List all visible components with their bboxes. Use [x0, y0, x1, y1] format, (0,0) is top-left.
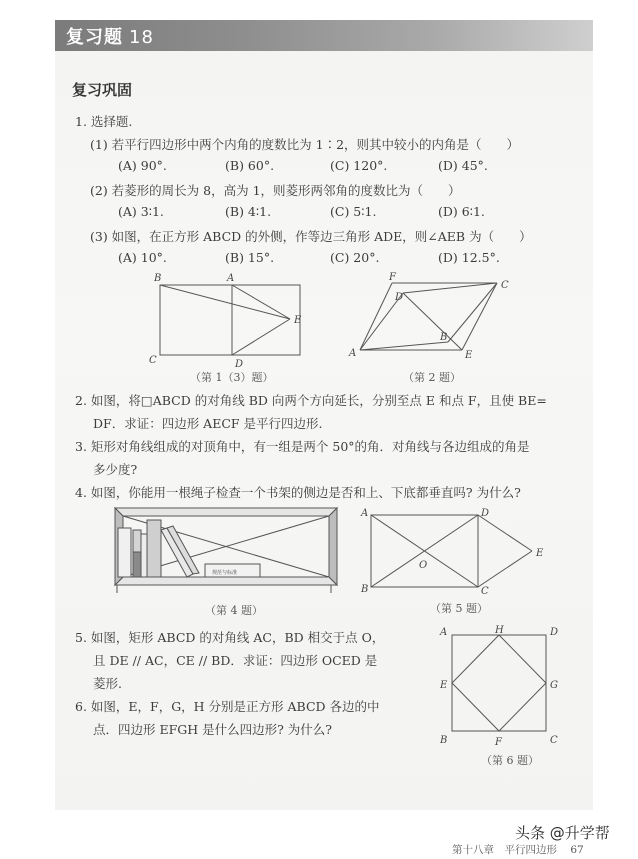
q1-sub2-option-b: (B) 4∶1. — [225, 204, 272, 219]
section-title: 复习巩固 — [72, 81, 133, 99]
figure-4-bookshelf — [115, 508, 340, 598]
svg-text:D: D — [235, 359, 244, 370]
svg-text:E: E — [465, 350, 473, 361]
q1-sub2-text: (2) 若菱形的周长为 8，高为 1，则菱形两邻角的度数比为（ ） — [90, 183, 461, 198]
q2-line2: DF．求证：四边形 AECF 是平行四边形. — [93, 416, 323, 431]
figure-2-parallelogram — [349, 272, 515, 361]
svg-text:C: C — [149, 355, 157, 366]
svg-text:F: F — [389, 272, 396, 283]
figure-6-square-midpoints — [440, 625, 570, 750]
svg-text:B: B — [440, 735, 448, 746]
figure-5-caption: （第 5 题） — [430, 602, 488, 615]
svg-text:D: D — [481, 508, 490, 519]
page-title — [66, 23, 154, 49]
q1-sub2-option-c: (C) 5∶1. — [330, 204, 377, 219]
figure-5-rectangle-rhombus — [360, 510, 560, 595]
q1-sub3-option-b: (B) 15°. — [225, 250, 275, 265]
q6-line1: 6. 如图，E，F，G，H 分别是正方形 ABCD 各边的中 — [75, 699, 380, 714]
svg-text:G: G — [550, 680, 558, 691]
svg-text:A: A — [440, 627, 448, 638]
svg-text:F: F — [495, 737, 502, 748]
figure-1-3-square-triangle — [140, 275, 320, 375]
svg-text:A: A — [361, 508, 369, 519]
svg-text:A: A — [349, 348, 357, 359]
header-title-text: 复习题 — [66, 27, 123, 48]
svg-text:H: H — [495, 625, 504, 636]
figure-1-3-caption: （第 1（3）题） — [190, 371, 274, 384]
figure-2-caption: （第 2 题） — [403, 371, 461, 384]
header-number: 18 — [129, 27, 154, 48]
q6-line2: 点．四边形 EFGH 是什么四边形? 为什么? — [93, 722, 333, 737]
q1-sub1-option-c: (C) 120°. — [330, 158, 388, 173]
svg-text:C: C — [550, 735, 558, 746]
page-number: 67 — [570, 844, 584, 856]
svg-text:B: B — [440, 332, 448, 343]
svg-text:规范与标准: 规范与标准 — [212, 570, 238, 576]
svg-text:B: B — [361, 584, 369, 595]
svg-text:C: C — [481, 586, 489, 597]
svg-text:O: O — [419, 560, 428, 571]
q1-sub2-option-a: (A) 3∶1. — [118, 204, 164, 219]
svg-text:C: C — [501, 280, 509, 291]
q1-stem: 1. 选择题. — [75, 114, 133, 129]
q5-line1: 5. 如图，矩形 ABCD 的对角线 AC，BD 相交于点 O， — [75, 630, 385, 645]
q3-line1: 3. 矩形对角线组成的对顶角中，有一组是两个 50°的角．对角线与各边组成的角是 — [75, 439, 530, 454]
q2-line1: 2. 如图，将□ABCD 的对角线 BD 向两个方向延长，分别至点 E 和点 F，且使 BE= — [75, 393, 547, 408]
q1-sub3-option-a: (A) 10°. — [118, 250, 167, 265]
svg-text:A: A — [227, 273, 235, 284]
svg-text:E: E — [440, 680, 448, 691]
q4-line1: 4. 如图，你能用一根绳子检查一个书架的侧边是否和上、下底都垂直吗? 为什么? — [75, 485, 521, 500]
svg-text:E: E — [536, 548, 544, 559]
q1-sub1-text: (1) 若平行四边形中两个内角的度数比为 1∶2，则其中较小的内角是（ ） — [90, 137, 520, 152]
q5-line2: 且 DE // AC，CE // BD．求证：四边形 OCED 是 — [93, 653, 378, 668]
q1-sub3-option-c: (C) 20°. — [330, 250, 380, 265]
footer-chapter: 第十八章 平行四边形 — [452, 844, 557, 856]
svg-text:B: B — [154, 273, 162, 284]
figure-6-caption: （第 6 题） — [481, 754, 539, 767]
watermark: 头条 @升学帮 — [515, 824, 610, 842]
q1-sub1-option-a: (A) 90°. — [118, 158, 167, 173]
q1-sub3-text: (3) 如图，在正方形 ABCD 的外侧，作等边三角形 ADE，则∠AEB 为（ ） — [90, 229, 532, 244]
q3-line2: 多少度? — [93, 462, 138, 477]
q1-sub1-option-b: (B) 60°. — [225, 158, 275, 173]
q1-sub1-option-d: (D) 45°. — [438, 158, 488, 173]
svg-text:E: E — [294, 315, 302, 326]
figure-4-caption: （第 4 题） — [205, 604, 263, 617]
q1-sub3-option-d: (D) 12.5°. — [438, 250, 500, 265]
svg-text:D: D — [550, 627, 559, 638]
svg-text:D: D — [395, 292, 404, 303]
q1-sub2-option-d: (D) 6∶1. — [438, 204, 485, 219]
page-footer — [452, 842, 584, 857]
q5-line3: 菱形. — [93, 676, 122, 691]
